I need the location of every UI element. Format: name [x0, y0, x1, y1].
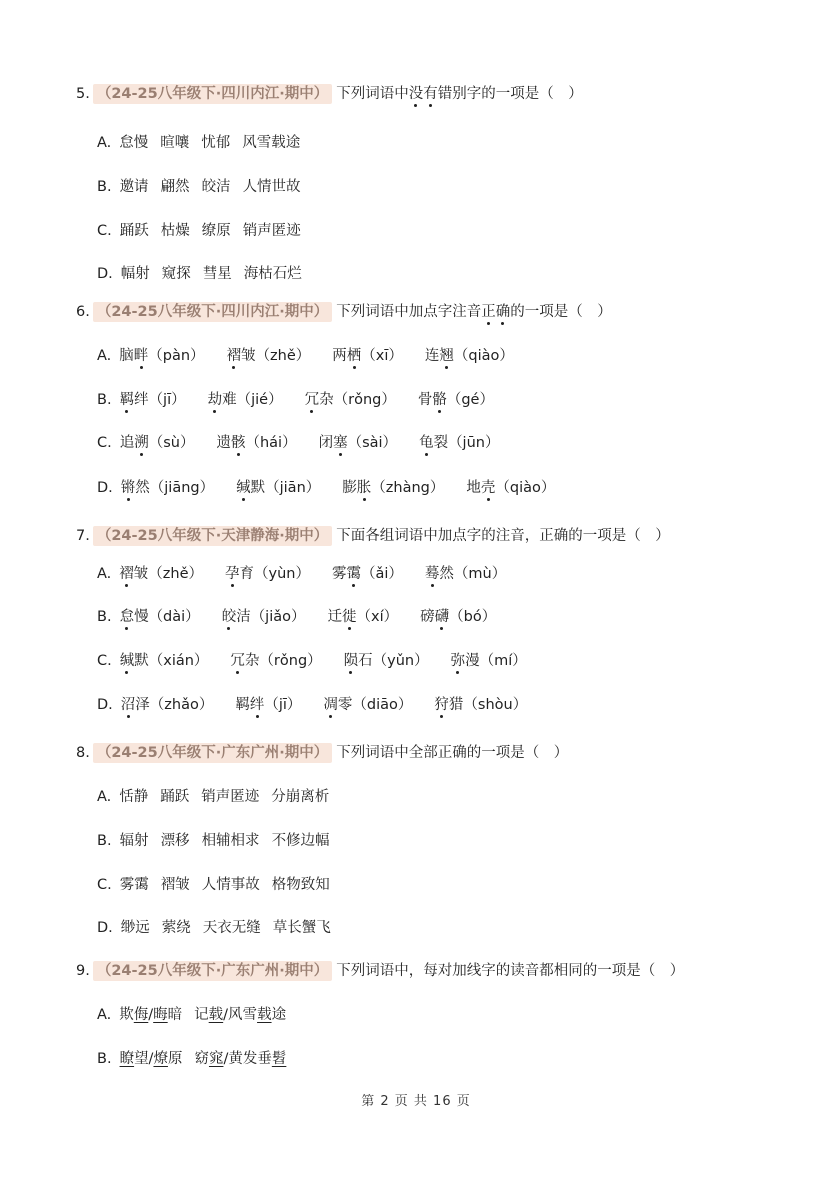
q5-option-c[interactable]: C. 踊跃 枯燥 缭原 销声匿迹	[97, 223, 301, 239]
question-8-stem: 8. （24-25八年级下·广东广州·期中） 下列词语中全部正确的一项是（ ）	[76, 745, 569, 761]
q5-option-d[interactable]: D. 幅射 窥探 彗星 海枯石烂	[97, 266, 302, 282]
q9-option-a[interactable]: A. 欺侮/晦暗 记载/风雪载途	[97, 1007, 287, 1023]
q7-option-b[interactable]: B. 怠慢（dài） 皎洁（jiǎo） 迁徙（xí） 磅礴（bó）	[97, 609, 497, 625]
question-number: 7.	[76, 528, 90, 544]
q6-option-c[interactable]: C. 追溯（sù） 遗骸（hái） 闭塞（sài） 龟裂（jūn）	[97, 435, 500, 451]
question-9-stem: 9. （24-25八年级下·广东广州·期中） 下列词语中，每对加线字的读音都相同的一项是（ ）	[76, 963, 685, 979]
q8-option-c[interactable]: C. 雾霭 褶皱 人情事故 格物致知	[97, 877, 330, 893]
question-5-stem: 5. （24-25八年级下·四川内江·期中） 下列词语中没有错别字的一项是（ ）	[76, 86, 583, 102]
question-7-stem: 7. （24-25八年级下·天津静海·期中） 下面各组词语中加点字的注音，正确的一项是（ ）	[76, 528, 670, 544]
question-6-stem: 6. （24-25八年级下·四川内江·期中） 下列词语中加点字注音正确的一项是（ ）	[76, 304, 612, 320]
q6-option-b[interactable]: B. 羁绊（jī） 劫难（jié） 冗杂（rǒng） 骨骼（gé）	[97, 392, 494, 408]
q8-option-a[interactable]: A. 恬静 踊跃 销声匿迹 分崩离析	[97, 789, 330, 805]
q9-option-b[interactable]: B. 瞭望/燎原 窈窕/黄发垂髫	[97, 1051, 287, 1067]
q7-option-a[interactable]: A. 褶皱（zhě） 孕育（yùn） 雾霭（ǎi） 蓦然（mù）	[97, 566, 507, 582]
question-number: 9.	[76, 963, 90, 979]
q5-option-a[interactable]: A. 怠慢 暄嚷 忧郁 风雪载途	[97, 135, 301, 151]
q7-option-d[interactable]: D. 沼泽（zhǎo） 羁绊（jī） 凋零（diāo） 狩猎（shòu）	[97, 697, 528, 713]
question-number: 8.	[76, 745, 90, 761]
question-number: 6.	[76, 304, 90, 320]
q6-option-d[interactable]: D. 锵然（jiāng） 缄默（jiān） 膨胀（zhàng） 地壳（qiào）	[97, 480, 556, 496]
source-tag: （24-25八年级下·四川内江·期中）	[93, 302, 332, 322]
source-tag: （24-25八年级下·四川内江·期中）	[93, 84, 332, 104]
q5-option-b[interactable]: B. 邀请 翩然 皎洁 人情世故	[97, 179, 301, 195]
q7-option-c[interactable]: C. 缄默（xián） 冗杂（rǒng） 陨石（yǔn） 弥漫（mí）	[97, 653, 527, 669]
source-tag: （24-25八年级下·广东广州·期中）	[93, 743, 332, 763]
page-footer: 第 2 页 共 16 页	[361, 1094, 471, 1109]
q8-option-d[interactable]: D. 缈远 萦绕 天衣无缝 草长蟹飞	[97, 920, 331, 936]
q6-option-a[interactable]: A. 脑畔（pàn） 褶皱（zhě） 两栖（xī） 连翘（qiào）	[97, 348, 514, 364]
source-tag: （24-25八年级下·天津静海·期中）	[93, 526, 332, 546]
source-tag: （24-25八年级下·广东广州·期中）	[93, 961, 332, 981]
q8-option-b[interactable]: B. 辐射 漂移 相辅相求 不修边幅	[97, 833, 330, 849]
question-number: 5.	[76, 86, 90, 102]
